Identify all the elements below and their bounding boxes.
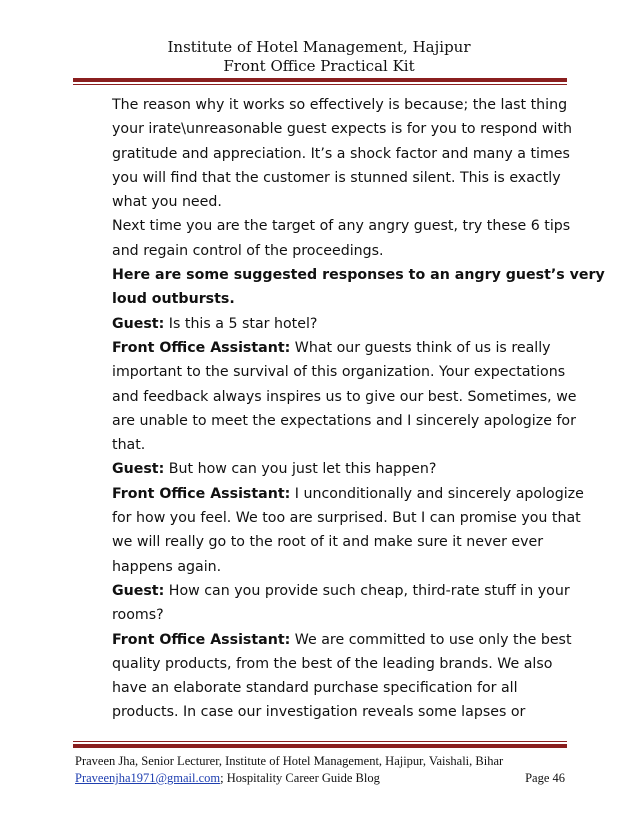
body-text-span: What our guests think of us is really <box>290 339 551 356</box>
body-line <box>112 239 564 263</box>
body-text-span: But how can you just let this happen? <box>164 461 437 478</box>
body-text-span: have an elaborate standard purchase specification for all <box>112 680 518 697</box>
body-line <box>112 142 570 166</box>
bold-text: Guest: <box>112 582 165 599</box>
body-text-span: The reason why it works so effectively is because; the last thing <box>112 97 568 113</box>
header-rule-thick <box>73 78 567 82</box>
header-title: Front Office Practical Kit <box>223 57 415 75</box>
body-line <box>112 652 564 676</box>
body-text-span: quality products, from the best of the leading brands. We also <box>112 655 553 672</box>
body-line <box>112 555 564 579</box>
body-text-span: rooms? <box>112 607 164 624</box>
page-number: Page 46 <box>525 771 565 785</box>
body-line <box>112 409 576 433</box>
bold-text: Guest: <box>112 315 165 332</box>
body-line <box>112 263 605 287</box>
body-line <box>112 117 573 141</box>
footer-author: Praveen Jha, Senior Lecturer, Institute of Hotel Management, Hajipur, Vaishali, Bihar <box>75 754 504 768</box>
body-text-span: We are committed to use only the best <box>290 631 572 648</box>
body-text-span: we will really go to the root of it and make sure it never ever <box>112 534 544 551</box>
body-text-span: products. In case our investigation reveals some lapses or <box>112 704 526 721</box>
body-text-span: Is this a 5 star hotel? <box>164 315 318 332</box>
footer-email-link[interactable]: Praveenjha1971@gmail.com <box>75 771 221 785</box>
body-line <box>112 93 568 117</box>
bold-text: Here are some suggested responses to an angry guest’s very <box>112 267 605 284</box>
body-text <box>112 93 605 725</box>
body-line <box>112 603 564 627</box>
body-line <box>112 628 572 652</box>
body-text-span: that. <box>112 437 146 454</box>
body-text-span: important to the survival of this organization. Your expectations <box>112 364 566 381</box>
body-text-span: your irate\unreasonable guest expects is for you to respond with <box>112 121 573 138</box>
body-text-span: what you need. <box>112 194 222 211</box>
bold-text: Front Office Assistant: <box>112 339 291 356</box>
body-text-span: and regain control of the proceedings. <box>112 242 384 259</box>
body-line <box>112 530 564 554</box>
body-line <box>112 287 564 311</box>
body-text-span: gratitude and appreciation. It’s a shock factor and many a times <box>112 145 570 162</box>
header-institute: Institute of Hotel Management, Hajipur <box>167 38 471 56</box>
body-text-span: you will find that the customer is stunned silent. This is exactly <box>112 169 561 186</box>
body-line <box>112 457 564 481</box>
body-line <box>112 312 564 336</box>
footer-rule-thin <box>73 741 567 742</box>
body-text-span: I unconditionally and sincerely apologize <box>290 485 584 502</box>
page-header <box>0 38 638 76</box>
body-line <box>112 166 564 190</box>
body-text-span: for how you feel. We too are surprised. But I can promise you that <box>112 510 581 527</box>
bold-text: Front Office Assistant: <box>112 631 291 648</box>
body-text-span: happens again. <box>112 558 222 575</box>
body-line <box>112 190 564 214</box>
footer-line2 <box>75 770 565 787</box>
body-line <box>112 700 564 724</box>
body-line <box>112 506 581 530</box>
body-text-span: How can you provide such cheap, third-rate stuff in your <box>164 582 570 599</box>
body-text-span: Next time you are the target of any angry guest, try these 6 tips <box>112 218 571 235</box>
header-rule-thin <box>73 84 567 85</box>
body-text-span: are unable to meet the expectations and I sincerely apologize for <box>112 412 576 429</box>
bold-text: Front Office Assistant: <box>112 485 291 502</box>
body-line <box>112 336 564 360</box>
body-line <box>112 385 577 409</box>
body-line <box>112 482 584 506</box>
bold-text: loud outbursts. <box>112 291 235 308</box>
footer-blog: ; Hospitality Career Guide Blog <box>220 771 380 785</box>
footer-rule-thick <box>73 744 567 748</box>
body-text-span: and feedback always inspires us to give our best. Sometimes, we <box>112 388 577 405</box>
body-line <box>112 214 571 238</box>
bold-text: Guest: <box>112 461 165 478</box>
body-line <box>112 360 564 384</box>
page-footer <box>75 753 565 787</box>
body-line <box>112 676 564 700</box>
body-line <box>112 579 570 603</box>
body-line <box>112 433 564 457</box>
